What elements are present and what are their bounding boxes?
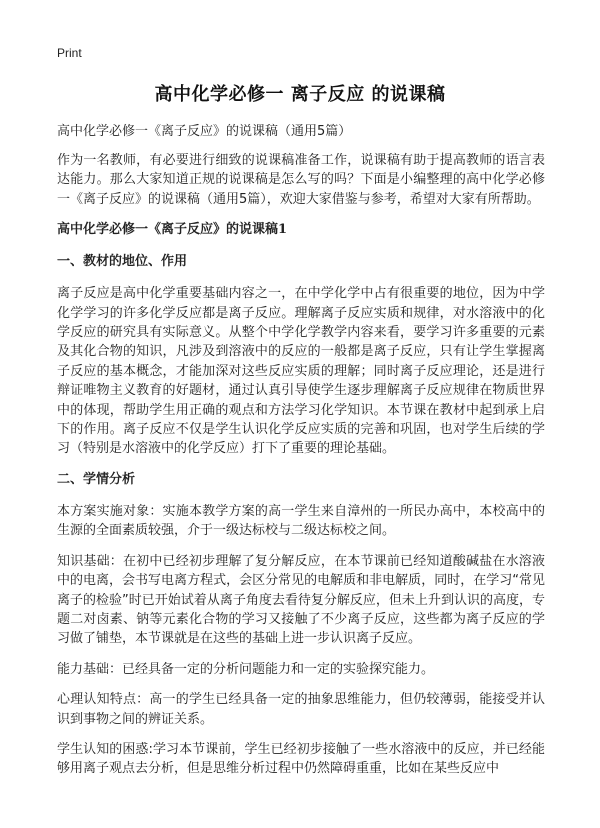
article-heading: 高中化学必修一《离子反应》的说课稿1 (57, 222, 288, 238)
document-subtitle: 高中化学必修一《离子反应》的说课稿（通用5篇） (57, 124, 352, 139)
section-2-paragraph-4: 心理认知特点：高一的学生已经具备一定的抽象思维能力，但仍较薄弱，能接受并认识到事物之间的辨证关系。 (57, 692, 545, 727)
section-2-paragraph-5: 学生认知的困惑:学习本节课前，学生已经初步接触了一些水溶液中的反应，并已经能够用离子观点去分析，但是思维分析过程中仍然障碍重重，比如在某些反应中 (57, 741, 545, 777)
intro-paragraph: 作为一名教师，有必要进行细致的说课稿准备工作，说课稿有助于提高教师的语言表达能力。那么大家知道正规的说课稿是怎么写的吗？下面是小编整理的高中化学必修一《离子反应》的说课稿（通用5篇），欢迎大家借鉴与参考，希望对大家有所帮助。 (57, 153, 545, 207)
section-heading-2: 二、学情分析 (57, 471, 136, 487)
print-label: Print (57, 46, 82, 60)
section-2-paragraph-3: 能力基础：已经具备一定的分析问题能力和一定的实验探究能力。 (57, 661, 435, 677)
section-2-paragraph-2: 知识基础：在初中已经初步理解了复分解反应，在本节课前已经知道酸碱盐在水溶液中的电离，会书写电离方程式，会区分常见的电解质和非电解质，同时，在学习“常见离子的检验”时已开始试着从离子角度去看待复分解反应，但未上升到认识的高度，专题二对卤素、钠等元素化合物的学习又接触了不少离子反应，这些都为离子反应的学习做了铺垫，本节课就是在这些的基础上进一步认识离子反应。 (57, 553, 545, 647)
page-title: 高中化学必修一 离子反应 的说课稿 (154, 84, 446, 105)
section-1-paragraph: 离子反应是高中化学重要基础内容之一，在中学化学中占有很重要的地位，因为中学化学学习的许多化学反应都是离子反应。理解离子反应实质和规律，对水溶液中的化学反应的研究具有实际意义。从整个中学化学教学内容来看，要学习许多重要的元素及其化合物的知识，凡涉及到溶液中的反应的一般都是离子反应，只有让学生掌握离子反应的基本概念，才能加深对这些反应实质的理解；同时离子反应理论，还是进行辩证唯物主义教育的好题材，通过认真引导使学生逐步理解离子反应规律在物质世界中的体现，帮助学生用正确的观点和方法学习化学知识。本节课在教材中起到承上启下的作用。离子反应不仅是学生认识化学反应实质的完善和巩固，也对学生后续的学习（特别是水溶液中的化学反应）打下了重要的理论基础。 (57, 286, 545, 457)
section-2-paragraph-1: 本方案实施对象：实施本教学方案的高一学生来自漳州的一所民办高中，本校高中的生源的全面素质较强，介于一级达标校与二级达标校之间。 (57, 503, 545, 539)
section-heading-1: 一、教材的地位、作用 (57, 254, 188, 270)
document-body (57, 122, 545, 790)
